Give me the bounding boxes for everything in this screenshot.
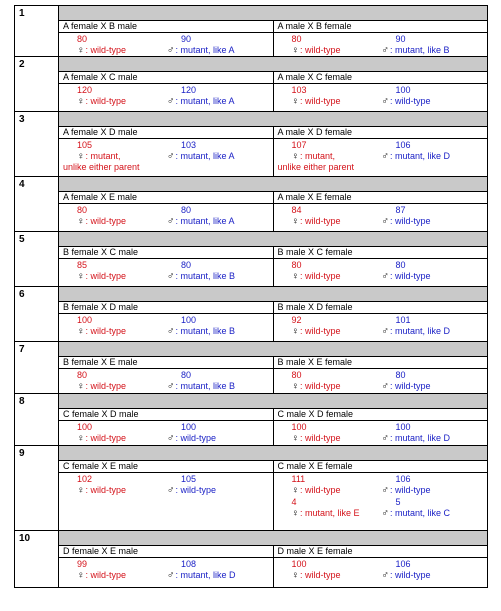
- male-phenotype: ♂: mutant, like D: [381, 326, 451, 337]
- row-number: 9: [15, 446, 59, 530]
- male-count: 100: [181, 422, 197, 432]
- male-count: 106: [395, 559, 411, 569]
- progeny-results: [274, 204, 488, 227]
- male-phenotype: ♂: wild-type: [167, 485, 217, 496]
- male-phenotype: ♂: mutant, like A: [167, 96, 235, 107]
- male-symbol-icon: ♂: [381, 45, 389, 56]
- row-number: 1: [15, 6, 59, 56]
- male-symbol-icon: ♂: [167, 326, 175, 337]
- female-phenotype: ♀: wild-type: [77, 45, 127, 56]
- female-symbol-icon: ♀: [291, 45, 299, 56]
- female-symbol-icon: ♀: [77, 326, 85, 337]
- male-phenotype: ♂: wild-type: [381, 570, 431, 581]
- cross-male-first: [274, 127, 488, 176]
- progeny-results: [274, 558, 488, 581]
- male-symbol-icon: ♂: [167, 271, 175, 282]
- male-count: 105: [181, 474, 197, 484]
- cross-row: [14, 342, 488, 394]
- progeny-results: [59, 369, 273, 392]
- female-phenotype: ♀: wild-type: [77, 271, 127, 282]
- male-count: 87: [395, 205, 406, 215]
- progeny-results: [274, 139, 488, 173]
- male-symbol-icon: ♂: [381, 216, 389, 227]
- cross-male-first: [274, 302, 488, 341]
- female-phenotype: ♀: mutant, like E: [291, 508, 360, 519]
- male-count: 120: [181, 85, 197, 95]
- female-symbol-icon: ♀: [291, 151, 299, 162]
- gray-header-band: [59, 177, 487, 192]
- female-symbol-icon: ♀: [291, 326, 299, 337]
- female-phenotype: ♀: wild-type: [291, 96, 341, 107]
- male-symbol-icon: ♂: [167, 433, 175, 444]
- male-count: 101: [395, 315, 411, 325]
- female-phenotype: ♀: wild-type: [291, 326, 341, 337]
- female-phenotype: ♀: wild-type: [77, 381, 127, 392]
- progeny-results: [59, 421, 273, 444]
- male-phenotype: ♂: mutant, like D: [381, 151, 451, 162]
- female-count: 80: [77, 205, 88, 215]
- male-symbol-icon: ♂: [167, 216, 175, 227]
- female-symbol-icon: ♀: [291, 508, 299, 519]
- male-phenotype: ♂: mutant, like D: [381, 433, 451, 444]
- female-symbol-icon: ♀: [77, 271, 85, 282]
- male-phenotype: ♂: wild-type: [381, 485, 431, 496]
- cross-description: C female X E male: [59, 461, 273, 473]
- row-number: 10: [15, 531, 59, 587]
- progeny-results: [59, 259, 273, 282]
- male-phenotype: ♂: wild-type: [381, 381, 431, 392]
- cross-male-first: [274, 409, 488, 445]
- female-phenotype: ♀: wild-type: [291, 570, 341, 581]
- male-count: 100: [181, 315, 197, 325]
- cross-female-first: [59, 247, 274, 286]
- cross-description: A male X B female: [274, 21, 488, 33]
- male-count: 108: [181, 559, 197, 569]
- female-count: 103: [291, 85, 307, 95]
- gray-header-band: [59, 112, 487, 127]
- male-count: 80: [395, 260, 406, 270]
- male-symbol-icon: ♂: [381, 151, 389, 162]
- male-phenotype: ♂: mutant, like B: [167, 381, 236, 392]
- cross-female-first: [59, 192, 274, 231]
- cross-description: A female X B male: [59, 21, 273, 33]
- female-count: 80: [77, 370, 88, 380]
- male-symbol-icon: ♂: [381, 271, 389, 282]
- male-count: 5: [395, 497, 401, 507]
- female-symbol-icon: ♀: [291, 570, 299, 581]
- gray-header-band: [59, 57, 487, 72]
- female-symbol-icon: ♀: [77, 151, 85, 162]
- male-symbol-icon: ♂: [167, 570, 175, 581]
- female-symbol-icon: ♀: [77, 381, 85, 392]
- cross-description: C male X E female: [274, 461, 488, 473]
- female-phenotype: ♀: wild-type: [77, 216, 127, 227]
- cross-description: D female X E male: [59, 546, 273, 558]
- male-symbol-icon: ♂: [167, 381, 175, 392]
- cross-row: [14, 531, 488, 588]
- female-phenotype: ♀: wild-type: [291, 216, 341, 227]
- female-count: 4: [291, 497, 297, 507]
- male-count: 80: [181, 205, 192, 215]
- female-count: 100: [291, 559, 307, 569]
- female-symbol-icon: ♀: [77, 216, 85, 227]
- male-count: 80: [181, 260, 192, 270]
- progeny-results: [59, 558, 273, 581]
- cross-female-first: [59, 127, 274, 176]
- male-phenotype: ♂: mutant, like A: [167, 216, 235, 227]
- cross-description: B male X D female: [274, 302, 488, 314]
- row-number: 2: [15, 57, 59, 111]
- female-symbol-icon: ♀: [291, 381, 299, 392]
- male-symbol-icon: ♂: [381, 485, 389, 496]
- male-symbol-icon: ♂: [167, 96, 175, 107]
- female-phenotype: ♀: wild-type: [77, 433, 127, 444]
- female-symbol-icon: ♀: [291, 433, 299, 444]
- male-symbol-icon: ♂: [167, 45, 175, 56]
- female-count: 102: [77, 474, 93, 484]
- row-number: 4: [15, 177, 59, 231]
- male-symbol-icon: ♂: [167, 485, 175, 496]
- male-phenotype: ♂: mutant, like B: [167, 326, 236, 337]
- cross-female-first: [59, 72, 274, 111]
- progeny-results: [59, 473, 273, 496]
- female-count: 80: [77, 34, 88, 44]
- cross-description: B female X D male: [59, 302, 273, 314]
- female-symbol-icon: ♀: [291, 216, 299, 227]
- cross-male-first: [274, 21, 488, 56]
- male-count: 106: [395, 474, 411, 484]
- male-phenotype: ♂: wild-type: [381, 216, 431, 227]
- cross-description: A female X D male: [59, 127, 273, 139]
- cross-male-first: [274, 192, 488, 231]
- progeny-results: [274, 84, 488, 107]
- female-phenotype: ♀: wild-type: [77, 485, 127, 496]
- cross-row: [14, 57, 488, 112]
- male-phenotype: ♂: wild-type: [167, 433, 217, 444]
- male-phenotype: ♂: mutant, like D: [167, 570, 236, 581]
- male-symbol-icon: ♂: [381, 381, 389, 392]
- female-count: 92: [291, 315, 302, 325]
- progeny-results: [59, 33, 273, 56]
- female-symbol-icon: ♀: [291, 96, 299, 107]
- female-count: 80: [291, 34, 302, 44]
- cross-male-first: [274, 247, 488, 286]
- female-count: 85: [77, 260, 88, 270]
- female-symbol-icon: ♀: [291, 485, 299, 496]
- female-count: 99: [77, 559, 88, 569]
- female-symbol-icon: ♀: [77, 570, 85, 581]
- male-phenotype: ♂: mutant, like A: [167, 151, 235, 162]
- row-number: 8: [15, 394, 59, 445]
- progeny-results: [274, 314, 488, 337]
- male-count: 90: [395, 34, 406, 44]
- male-symbol-icon: ♂: [381, 570, 389, 581]
- male-count: 106: [395, 140, 411, 150]
- progeny-results: [274, 473, 488, 496]
- cross-description: A male X E female: [274, 192, 488, 204]
- female-phenotype: ♀: wild-type: [291, 381, 341, 392]
- male-symbol-icon: ♂: [167, 151, 175, 162]
- female-phenotype: ♀: mutant,: [77, 151, 121, 162]
- male-count: 80: [395, 370, 406, 380]
- progeny-results: [274, 496, 488, 519]
- progeny-results: [59, 314, 273, 337]
- female-symbol-icon: ♀: [77, 45, 85, 56]
- row-number: 3: [15, 112, 59, 176]
- male-symbol-icon: ♂: [381, 433, 389, 444]
- cross-row: [14, 5, 488, 57]
- female-symbol-icon: ♀: [77, 433, 85, 444]
- gray-header-band: [59, 394, 487, 409]
- female-symbol-icon: ♀: [77, 485, 85, 496]
- gray-header-band: [59, 232, 487, 247]
- progeny-results: [274, 421, 488, 444]
- female-phenotype: ♀: wild-type: [77, 570, 127, 581]
- cross-male-first: [274, 546, 488, 587]
- cross-female-first: [59, 409, 274, 445]
- male-count: 103: [181, 140, 197, 150]
- female-count: 80: [291, 370, 302, 380]
- cross-row: [14, 287, 488, 342]
- male-count: 100: [395, 85, 411, 95]
- female-count: 80: [291, 260, 302, 270]
- cross-description: B male X C female: [274, 247, 488, 259]
- female-phenotype: ♀: wild-type: [291, 45, 341, 56]
- male-symbol-icon: ♂: [381, 508, 389, 519]
- cross-male-first: [274, 72, 488, 111]
- male-phenotype: ♂: mutant, like A: [167, 45, 235, 56]
- cross-description: B female X C male: [59, 247, 273, 259]
- cross-female-first: [59, 357, 274, 393]
- cross-row: [14, 232, 488, 287]
- female-phenotype: ♀: wild-type: [291, 485, 341, 496]
- female-symbol-icon: ♀: [77, 96, 85, 107]
- male-symbol-icon: ♂: [381, 96, 389, 107]
- progeny-results: [274, 259, 488, 282]
- progeny-results: [274, 33, 488, 56]
- progeny-results: [59, 204, 273, 227]
- cross-female-first: [59, 21, 274, 56]
- cross-row: [14, 394, 488, 446]
- cross-row: [14, 446, 488, 531]
- crosses-table: [14, 5, 488, 588]
- female-count: 100: [291, 422, 307, 432]
- cross-female-first: [59, 546, 274, 587]
- male-symbol-icon: ♂: [381, 326, 389, 337]
- female-count: 107: [291, 140, 307, 150]
- male-count: 100: [395, 422, 411, 432]
- cross-description: B male X E female: [274, 357, 488, 369]
- progeny-results: [274, 369, 488, 392]
- female-phenotype: ♀: wild-type: [77, 96, 127, 107]
- progeny-results: [59, 84, 273, 107]
- progeny-results: [59, 139, 273, 173]
- cross-description: A male X D female: [274, 127, 488, 139]
- female-phenotype: ♀: mutant,: [291, 151, 336, 162]
- female-count: 111: [291, 474, 306, 484]
- cross-description: B female X E male: [59, 357, 273, 369]
- gray-header-band: [59, 446, 487, 461]
- female-count: 120: [77, 85, 93, 95]
- row-number: 6: [15, 287, 59, 341]
- male-phenotype: ♂: wild-type: [381, 96, 431, 107]
- female-phenotype-cont: unlike either parent: [277, 162, 355, 172]
- male-count: 80: [181, 370, 192, 380]
- cross-description: A female X E male: [59, 192, 273, 204]
- male-phenotype: ♂: mutant, like C: [381, 508, 451, 519]
- female-count: 84: [291, 205, 302, 215]
- female-count: 100: [77, 422, 93, 432]
- row-number: 7: [15, 342, 59, 393]
- female-phenotype-cont: unlike either parent: [63, 162, 140, 172]
- female-phenotype: ♀: wild-type: [291, 433, 341, 444]
- female-count: 105: [77, 140, 93, 150]
- gray-header-band: [59, 287, 487, 302]
- cross-female-first: [59, 461, 274, 530]
- cross-description: D male X E female: [274, 546, 488, 558]
- cross-row: [14, 177, 488, 232]
- female-count: 100: [77, 315, 93, 325]
- male-phenotype: ♂: mutant, like B: [167, 271, 236, 282]
- cross-male-first: [274, 461, 488, 530]
- cross-male-first: [274, 357, 488, 393]
- female-phenotype: ♀: wild-type: [291, 271, 341, 282]
- cross-description: C female X D male: [59, 409, 273, 421]
- gray-header-band: [59, 531, 487, 546]
- female-phenotype: ♀: wild-type: [77, 326, 127, 337]
- female-symbol-icon: ♀: [291, 271, 299, 282]
- male-count: 90: [181, 34, 192, 44]
- gray-header-band: [59, 342, 487, 357]
- male-phenotype: ♂: wild-type: [381, 271, 431, 282]
- gray-header-band: [59, 6, 487, 21]
- cross-description: A female X C male: [59, 72, 273, 84]
- row-number: 5: [15, 232, 59, 286]
- cross-female-first: [59, 302, 274, 341]
- cross-row: [14, 112, 488, 177]
- cross-description: C male X D female: [274, 409, 488, 421]
- cross-description: A male X C female: [274, 72, 488, 84]
- male-phenotype: ♂: mutant, like B: [381, 45, 450, 56]
